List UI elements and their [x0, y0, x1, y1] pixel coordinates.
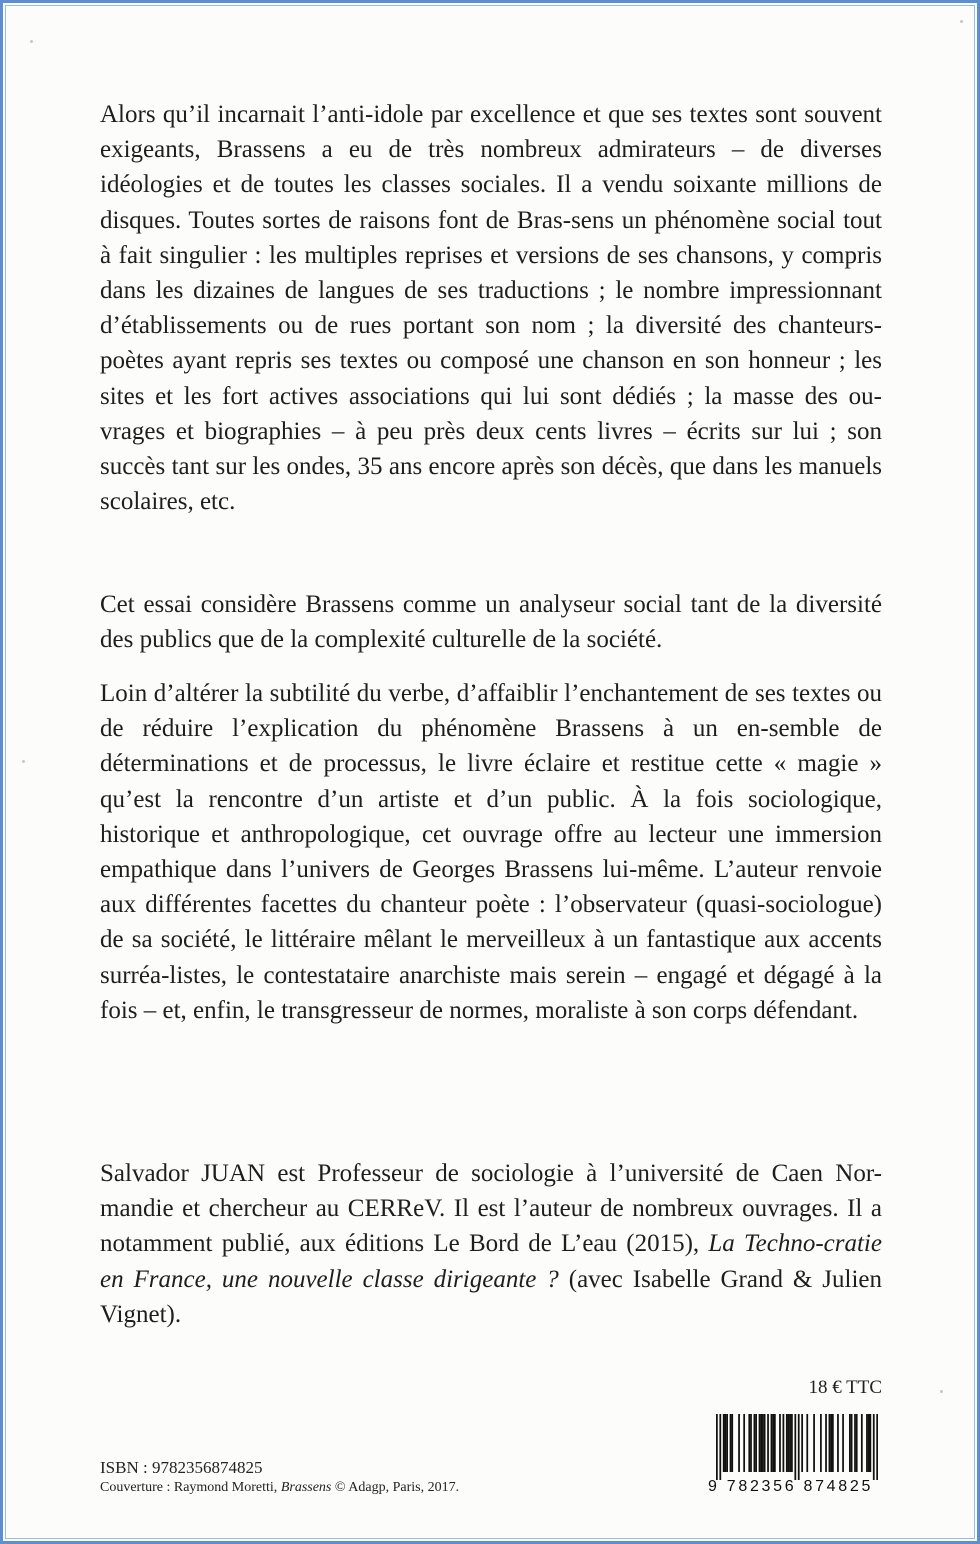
isbn-barcode [708, 1414, 878, 1496]
barcode-bar [783, 1414, 785, 1472]
scan-speck [960, 20, 963, 23]
blurb-paragraph-3: Loin d’altérer la subtilité du verbe, d’affaiblir l’enchantement de ses textes ou de réduire l’explication du phénomène Brassens à un en-semble de déterminations et de processus, le livre éclaire et restitue cette « magie » qu’est la rencontre d’un artiste et d’un public. À la fois sociologique, historique et anthropologique, cet ouvrage offre au lecteur une immersion empathique dans l’univers de Georges Brassens lui-même. L’auteur renvoie aux différentes facettes du chanteur poète : l’observateur (quasi-sociologue) de sa société, le littéraire mêlant le merveilleux à un fantastique aux accents surréa-listes, le contestataire anarchiste mais serein – engagé et dégagé à la fois – et, enfin, le transgresseur de normes, moraliste à son corps défendant. [100, 680, 882, 1024]
barcode-bar [842, 1414, 844, 1472]
blurb-paragraph-2 [100, 587, 882, 657]
bio-book-title-b: cratie en France, une nouvelle classe dirigeante ? [100, 1230, 882, 1293]
barcode-bar [837, 1414, 839, 1472]
barcode-bar [788, 1414, 790, 1472]
barcode-bar [772, 1414, 774, 1472]
barcode-bar [849, 1414, 851, 1472]
barcode-bar [762, 1414, 764, 1472]
barcode-bar [801, 1414, 803, 1472]
barcode-bar [873, 1414, 875, 1480]
price-label: 18 € TTC [808, 1377, 882, 1398]
isbn-text: ISBN : 9782356874825 [100, 1458, 263, 1477]
cover-credit-work: Brassens [280, 1480, 332, 1495]
barcode-bar [738, 1414, 740, 1472]
barcode-bar [798, 1414, 800, 1480]
blurb-p1-part-1: Alors qu’il incarnait l’anti-idole par excellence et que ses textes sont souvent exigeants, Brassens a eu de très nombreux admirateurs – de diverses idéologies et de toutes les classes sociales. Il a vendu soixante millions de disques. Toutes sortes de raisons font de Bras [100, 101, 882, 234]
bio-book-title-a: La Techno [708, 1230, 816, 1258]
blurb-p3-part-1: Loin d’altérer la subtilité du verbe, d’affaiblir l’enchantement de ses textes ou de réduire l’explication du phénomène Brassens à un en [100, 680, 882, 743]
scan-speck [30, 40, 33, 43]
cover-credit-prefix: Couverture : Raymond Moretti, [100, 1480, 281, 1495]
barcode-bar [820, 1414, 822, 1472]
barcode-bar [774, 1414, 776, 1472]
barcode-bar [771, 1414, 773, 1472]
barcode-bar [856, 1414, 858, 1472]
barcode-bars [716, 1414, 878, 1480]
barcode-bar [813, 1414, 815, 1472]
barcode-bar [754, 1414, 756, 1472]
barcode-bar [786, 1414, 788, 1472]
barcode-bar [767, 1414, 769, 1472]
bio-part-2: (avec Isabelle Grand & Julien Vignet). [100, 1265, 882, 1328]
barcode-bar [806, 1414, 808, 1472]
barcode-bar [748, 1414, 750, 1472]
barcode-bar [726, 1414, 728, 1472]
barcode-bar [791, 1414, 793, 1472]
barcode-bar [829, 1414, 831, 1472]
barcode-bar [832, 1414, 834, 1472]
bio-part-1a: Salvador JUAN est Professeur de sociologie à l’université de Caen Nor [100, 1160, 874, 1187]
barcode-bar [760, 1414, 762, 1472]
barcode-bar [868, 1414, 870, 1472]
bio-part-1b: mandie et chercheur au CERReV. Il est l’auteur de nombreux ouvrages. Il a notamment publié, aux éditions Le Bord de L’eau (2015), [100, 1195, 882, 1258]
barcode-bar [764, 1414, 766, 1472]
scan-speck [940, 1390, 943, 1393]
barcode-bar [755, 1414, 757, 1472]
author-bio: Salvador JUAN est Professeur de sociologie à l’université de Caen Nor-mandie et chercheur au CERReV. Il est l’auteur de nombreux ouvrages. Il a notamment publié, aux éditions Le Bord de L’eau (2015), La Techno-cratie en France, une nouvelle classe dirigeante ? (avec Isabelle Grand & Julien Vignet). [100, 1160, 882, 1328]
cover-credit [100, 1480, 459, 1496]
barcode-bar [861, 1414, 863, 1472]
blurb-p2-text: Cet essai considère Brassens comme un analyseur social tant de la diversité des publics que de la complexité culturelle de la société. [100, 591, 882, 654]
barcode-bar [719, 1414, 721, 1480]
barcode-bar [825, 1414, 827, 1472]
barcode-bar [851, 1414, 853, 1472]
scan-speck [22, 760, 25, 763]
barcode-bar [779, 1414, 781, 1472]
barcode-bar [743, 1414, 745, 1472]
barcode-bar [794, 1414, 796, 1480]
barcode-bar [759, 1414, 761, 1472]
barcode-bar [730, 1414, 732, 1472]
barcode-bar [876, 1414, 878, 1480]
barcode-bar [723, 1414, 725, 1472]
barcode-bar [866, 1414, 868, 1472]
blurb-p1-part-3: vrages et biographies – à peu près deux cents livres – écrits sur lui ; son succès tant sur les ondes, 35 ans encore après son décès, que dans les manuels scolaires, etc. [100, 417, 882, 516]
cover-credit-suffix: © Adagp, Paris, 2017. [331, 1480, 460, 1495]
barcode-bar [830, 1414, 832, 1472]
blurb-paragraph-1: Alors qu’il incarnait l’anti-idole par excellence et que ses textes sont souvent exigeants, Brassens a eu de très nombreux admirateurs – de diverses idéologies et de toutes les classes sociales. Il a vendu soixante millions de disques. Toutes sortes de raisons font de Bras-sens un phénomène social tout à fait singulier : les multiples reprises et versions de ses chansons, y compris dans les dizaines de langues de ses traductions ; le nombre impressionnant d’établissements ou de rues portant son nom ; la diversité des chanteurs-poètes ayant repris ses textes ou composé une chanson en son honneur ; les sites et les fort actives associations qui lui sont dédiés ; la masse des ou-vrages et biographies – à peu près deux cents livres – écrits sur lui ; son succès tant sur les ondes, 35 ans encore après son décès, que dans les manuels scolaires, etc. [100, 101, 882, 516]
blurb-p3-part-3: listes, le contestataire anarchiste mais serein – engagé et dégagé à la fois – et, enfin, le transgresseur de normes, moraliste à son corps défendant. [100, 961, 882, 1024]
barcode-digits: 9 782356 874825 [708, 1478, 874, 1495]
barcode-bar [750, 1414, 752, 1472]
barcode-bar [725, 1414, 727, 1472]
blurb-p3-part-2: semble de déterminations et de processus, le livre éclaire et restitue cette « magie » qu’est la rencontre d’un artiste et d’un public. À la fois sociologique, historique et anthropologique, cet ouvrage offre au lecteur une immersion empathique dans l’univers de Georges Brassens lui-même. L’auteur renvoie aux différentes facettes du chanteur poète : l’observateur (quasi-sociologue) de sa société, le littéraire mêlant le merveilleux à un fantastique aux accents surréa [100, 715, 882, 989]
barcode-bar [716, 1414, 718, 1480]
barcode-bar [869, 1414, 871, 1472]
blurb-p1-part-2: sens un phénomène social tout à fait singulier : les multiples reprises et versions de ses chansons, y compris dans les dizaines de langues de ses traductions ; le nombre impressionnant d’établissements ou de rues portant son nom ; la diversité des chanteurs-poètes ayant repris ses textes ou composé une chanson en son honneur ; les sites et les fort actives associations qui lui sont dédiés ; la masse des ou [100, 206, 882, 410]
barcode-bar [854, 1414, 856, 1472]
barcode-bar [731, 1414, 733, 1472]
barcode-bar [789, 1414, 791, 1472]
